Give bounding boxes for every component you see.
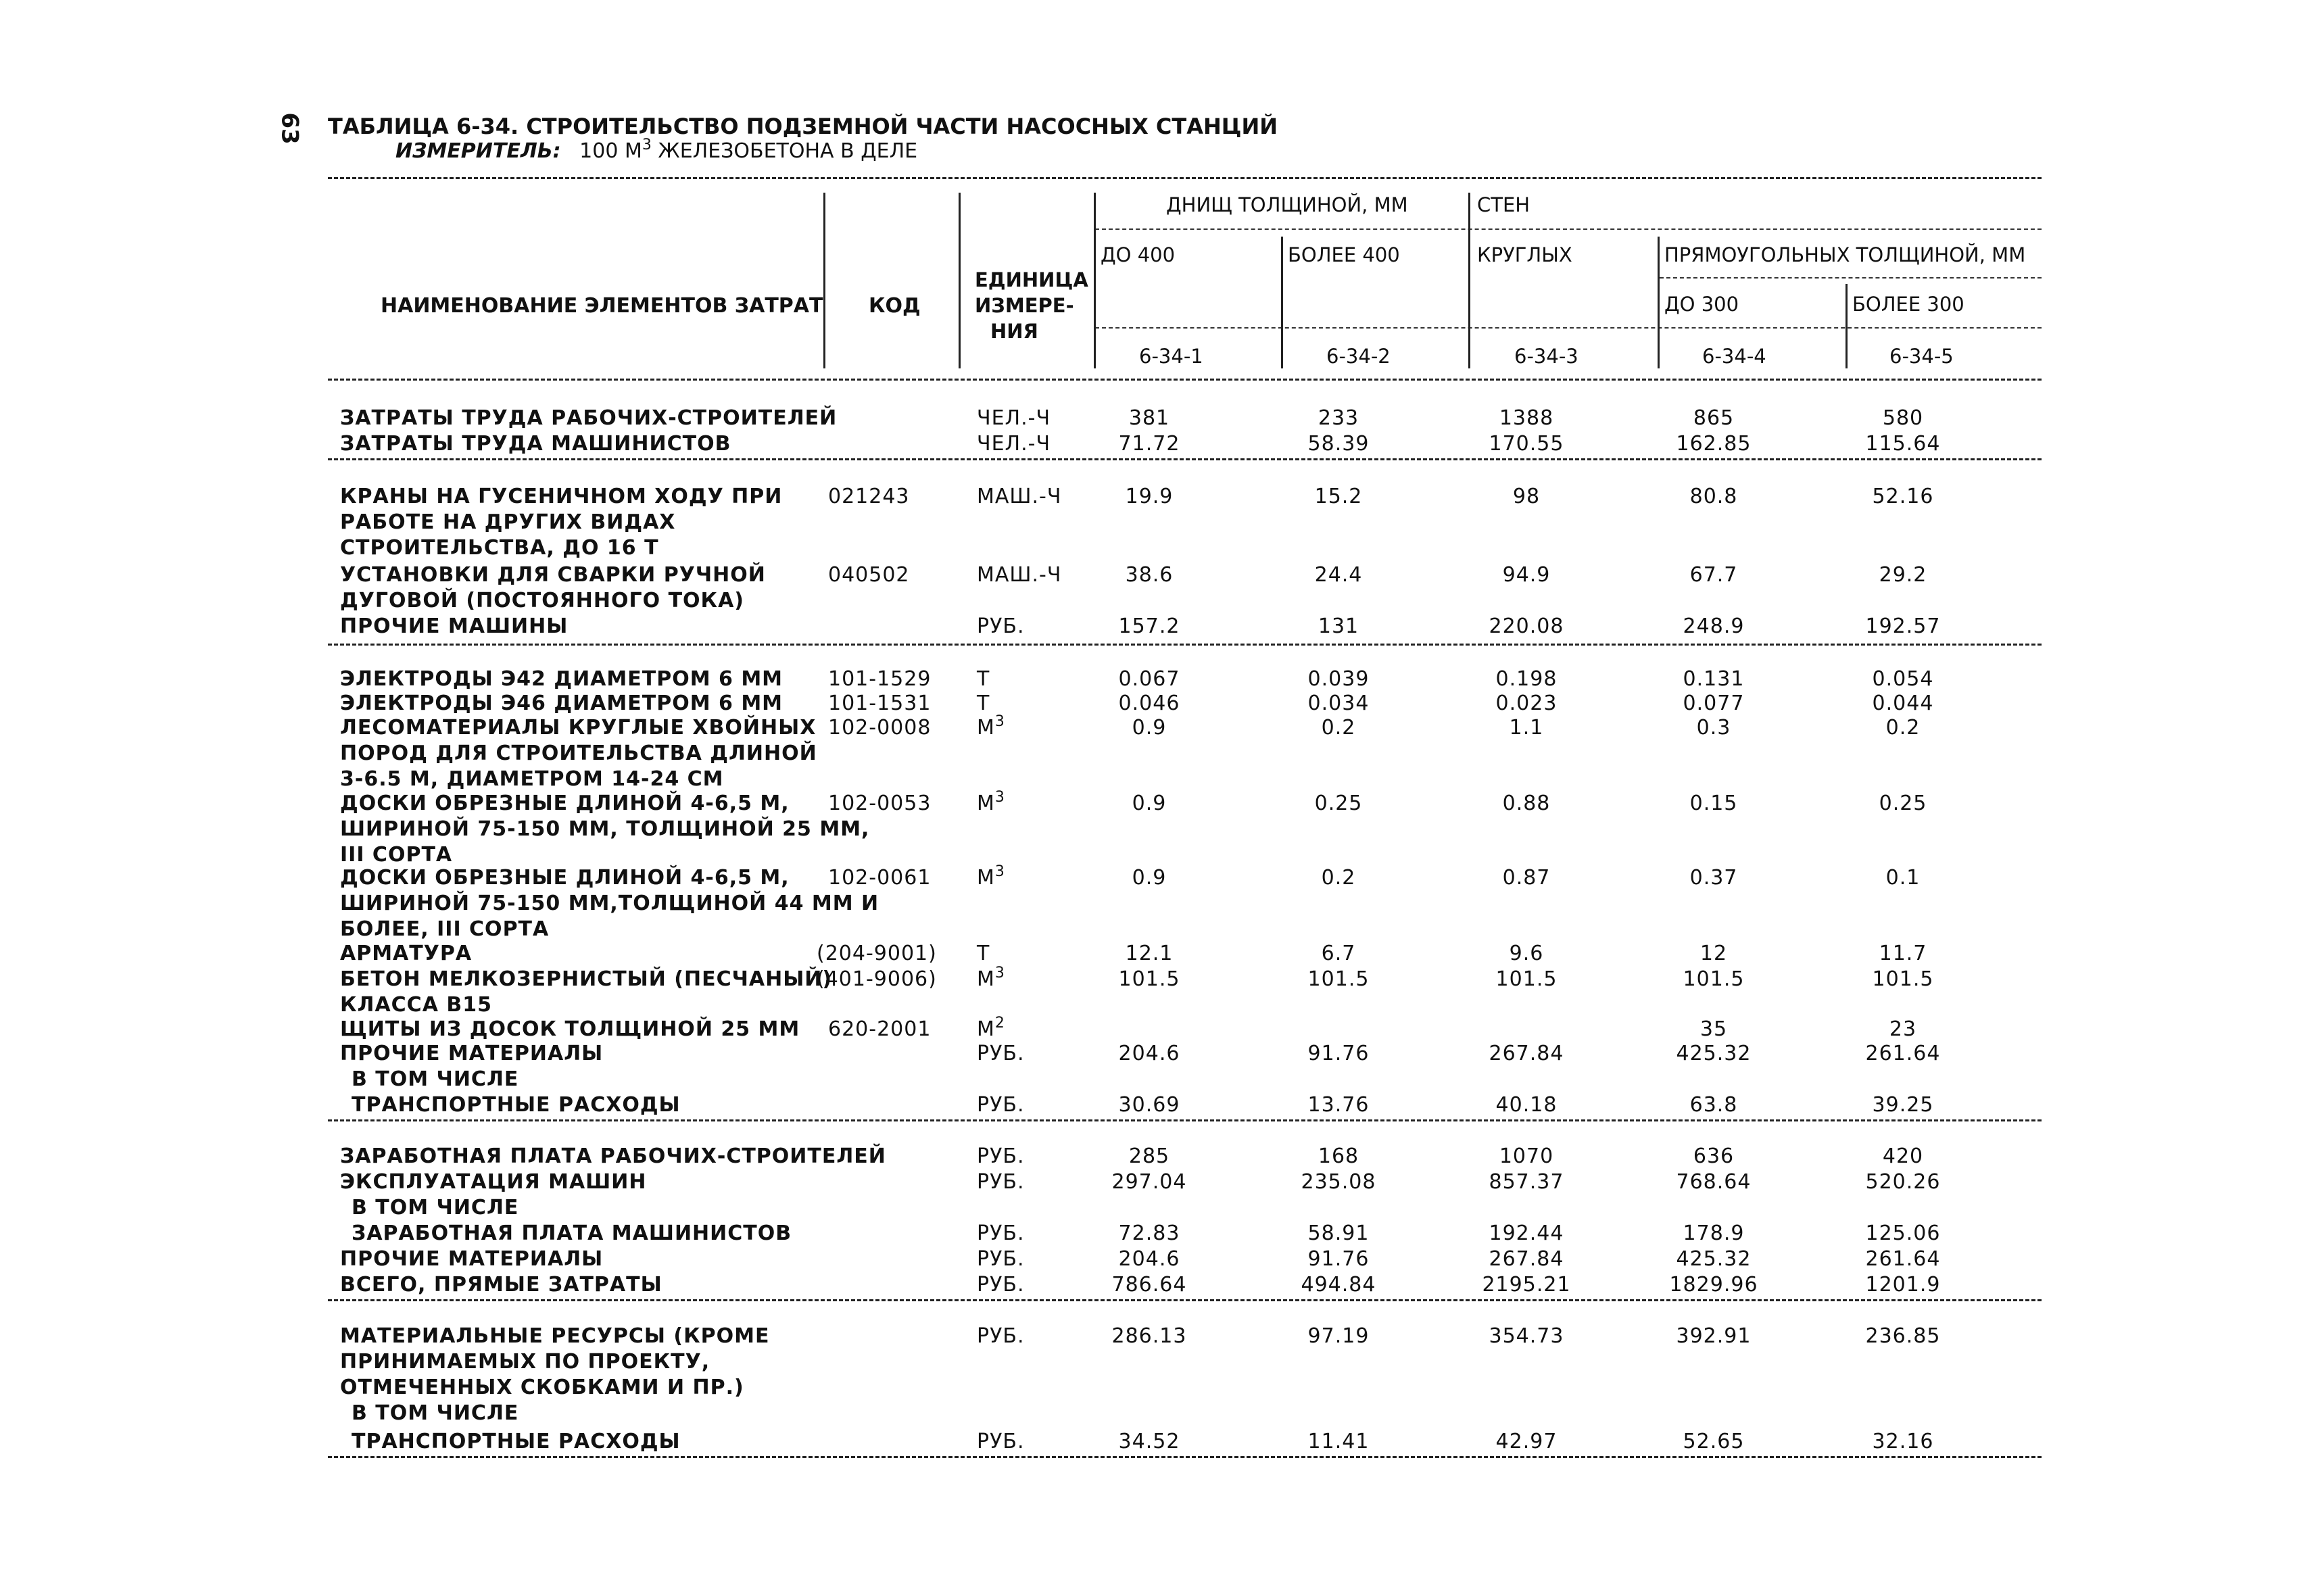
- row-value: 233: [1318, 406, 1359, 430]
- row-value: 0.87: [1502, 866, 1551, 890]
- rule-section-1: [328, 458, 2042, 460]
- row-unit: $М^3$: [977, 965, 1005, 991]
- row-value: 297.04: [1111, 1170, 1187, 1194]
- row-value: 857.37: [1489, 1170, 1564, 1194]
- row-code: 101-1529: [828, 667, 932, 691]
- row-value: 580: [1882, 406, 1924, 430]
- meter-label: ИЗМЕРИТЕЛЬ:: [395, 139, 561, 163]
- header-over400: БОЛЕЕ 400: [1288, 243, 1400, 266]
- row-unit: РУБ.: [977, 614, 1025, 638]
- row-unit-sup: 2: [994, 1015, 1005, 1032]
- row-name: ДОСКИ ОБРЕЗНЫЕ ДЛИНОЙ 4-6,5 М,: [340, 792, 790, 815]
- row-value: 0.9: [1132, 866, 1167, 890]
- row-unit: РУБ.: [977, 1144, 1025, 1168]
- row-unit: $М^3$: [977, 713, 1005, 740]
- row-value: 72.83: [1118, 1222, 1180, 1245]
- row-unit: МАШ.-Ч: [977, 563, 1062, 587]
- vbar-col4: [1658, 237, 1660, 368]
- row-value: 52.65: [1683, 1430, 1745, 1453]
- rule-section-4: [328, 1299, 2042, 1301]
- rule-section-2: [328, 644, 2042, 646]
- row-name: ПОРОД ДЛЯ СТРОИТЕЛЬСТВА ДЛИНОЙ: [340, 742, 817, 765]
- row-value: 0.15: [1689, 792, 1738, 815]
- row-value: 32.16: [1872, 1430, 1934, 1453]
- row-value: 192.44: [1489, 1222, 1564, 1245]
- row-value: 204.6: [1118, 1247, 1180, 1271]
- row-value: 285: [1128, 1144, 1170, 1168]
- row-value: 520.26: [1865, 1170, 1941, 1194]
- row-name: В ТОМ ЧИСЛЕ: [352, 1401, 519, 1425]
- row-value: 0.2: [1885, 716, 1921, 740]
- row-name: РАБОТЕ НА ДРУГИХ ВИДАХ: [340, 510, 676, 534]
- row-value: 0.198: [1495, 667, 1558, 691]
- row-name: В ТОМ ЧИСЛЕ: [352, 1067, 519, 1091]
- vbar-col2: [1281, 237, 1283, 368]
- row-value: 286.13: [1111, 1324, 1187, 1348]
- row-value: 58.39: [1307, 432, 1370, 456]
- row-name: ЩИТЫ ИЗ ДОСОК ТОЛЩИНОЙ 25 ММ: [340, 1017, 800, 1041]
- row-value: 494.84: [1301, 1273, 1376, 1297]
- row-name: ЭКСПЛУАТАЦИЯ МАШИН: [340, 1170, 647, 1194]
- row-code: 102-0008: [828, 716, 932, 740]
- row-value: 101.5: [1872, 967, 1934, 991]
- row-value: 157.2: [1118, 614, 1180, 638]
- meter-line: [395, 139, 917, 163]
- row-value: 101.5: [1495, 967, 1558, 991]
- row-unit: РУБ.: [977, 1042, 1025, 1065]
- meter-sup: 3: [642, 137, 652, 153]
- vbar-code: [823, 193, 825, 368]
- row-name: ПРОЧИЕ МАТЕРИАЛЫ: [340, 1247, 604, 1271]
- row-value: 1201.9: [1865, 1273, 1941, 1297]
- row-value: 35: [1699, 1017, 1728, 1041]
- row-value: 42.97: [1495, 1430, 1558, 1453]
- rule-bottom: [328, 1456, 2042, 1458]
- row-name: АРМАТУРА: [340, 942, 473, 965]
- header-upto400: ДО 400: [1101, 243, 1176, 266]
- row-value: 0.023: [1495, 692, 1558, 715]
- row-value: 0.039: [1307, 667, 1370, 691]
- row-value: 30.69: [1118, 1093, 1180, 1117]
- header-name: НАИМЕНОВАНИЕ ЭЛЕМЕНТОВ ЗАТРАТ: [381, 294, 823, 318]
- row-name: III СОРТА: [340, 843, 453, 867]
- header-code: КОД: [869, 294, 921, 318]
- header-walls: СТЕН: [1477, 193, 1530, 216]
- row-value: 235.08: [1301, 1170, 1376, 1194]
- row-value: 162.85: [1676, 432, 1752, 456]
- row-value: 381: [1128, 406, 1170, 430]
- row-name: ОТМЕЧЕННЫХ СКОБКАМИ И ПР.): [340, 1376, 744, 1399]
- row-value: 168: [1318, 1144, 1359, 1168]
- col-code-4: 6-34-4: [1702, 345, 1766, 368]
- rule-sub3: [1095, 327, 2042, 329]
- row-value: 40.18: [1495, 1093, 1558, 1117]
- row-value: 0.9: [1132, 716, 1167, 740]
- row-value: 261.64: [1865, 1042, 1941, 1065]
- row-value: 101.5: [1683, 967, 1745, 991]
- row-value: 6.7: [1321, 942, 1356, 965]
- row-value: 0.077: [1683, 692, 1745, 715]
- row-value: 248.9: [1683, 614, 1745, 638]
- row-value: 98: [1512, 485, 1541, 508]
- row-name: УСТАНОВКИ ДЛЯ СВАРКИ РУЧНОЙ: [340, 563, 766, 587]
- vbar-col3: [1468, 193, 1470, 368]
- page-number: 63: [276, 112, 304, 145]
- row-unit-sup: 3: [994, 789, 1005, 806]
- row-value: 786.64: [1111, 1273, 1187, 1297]
- row-value: 420: [1882, 1144, 1924, 1168]
- row-unit: МАШ.-Ч: [977, 485, 1062, 508]
- row-value: 192.57: [1865, 614, 1941, 638]
- row-value: 267.84: [1489, 1247, 1564, 1271]
- row-unit-sup: 3: [994, 863, 1005, 880]
- row-name: ЭЛЕКТРОДЫ Э42 ДИАМЕТРОМ 6 ММ: [340, 667, 783, 691]
- row-value: 392.91: [1676, 1324, 1752, 1348]
- row-code: 102-0053: [828, 792, 932, 815]
- row-value: 0.2: [1321, 866, 1356, 890]
- row-code: (204-9001): [817, 942, 937, 965]
- meter-value: 100 М: [579, 139, 642, 163]
- row-value: 0.131: [1683, 667, 1745, 691]
- row-unit: $М^3$: [977, 789, 1005, 815]
- row-value: 0.9: [1132, 792, 1167, 815]
- row-value: 0.1: [1885, 866, 1921, 890]
- row-name: ЗАРАБОТНАЯ ПЛАТА МАШИНИСТОВ: [352, 1222, 792, 1245]
- row-value: 13.76: [1307, 1093, 1370, 1117]
- col-code-1: 6-34-1: [1139, 345, 1203, 368]
- row-name: В ТОМ ЧИСЛЕ: [352, 1196, 519, 1219]
- row-value: 39.25: [1872, 1093, 1934, 1117]
- row-unit: ЧЕЛ.-Ч: [977, 432, 1051, 456]
- row-name: ТРАНСПОРТНЫЕ РАСХОДЫ: [352, 1430, 681, 1453]
- row-value: 1070: [1499, 1144, 1554, 1168]
- row-name: СТРОИТЕЛЬСТВА, ДО 16 Т: [340, 536, 659, 560]
- row-value: 58.91: [1307, 1222, 1370, 1245]
- row-value: 425.32: [1676, 1247, 1752, 1271]
- row-name: ТРАНСПОРТНЫЕ РАСХОДЫ: [352, 1093, 681, 1117]
- header-upto300: ДО 300: [1664, 293, 1739, 316]
- row-value: 0.034: [1307, 692, 1370, 715]
- row-value: 261.64: [1865, 1247, 1941, 1271]
- row-name: ШИРИНОЙ 75-150 ММ, ТОЛЩИНОЙ 25 ММ,: [340, 817, 870, 841]
- row-unit: РУБ.: [977, 1247, 1025, 1271]
- row-unit: Т: [977, 942, 990, 965]
- row-unit: Т: [977, 692, 990, 715]
- row-value: 97.19: [1307, 1324, 1370, 1348]
- row-unit-sup: 3: [994, 965, 1005, 982]
- row-value: 91.76: [1307, 1247, 1370, 1271]
- header-bottoms: ДНИЩ ТОЛЩИНОЙ, ММ: [1166, 193, 1408, 216]
- row-value: 12.1: [1125, 942, 1174, 965]
- row-value: 1.1: [1509, 716, 1544, 740]
- row-name: КЛАССА В15: [340, 993, 492, 1017]
- row-code: 102-0061: [828, 866, 932, 890]
- row-value: 34.52: [1118, 1430, 1180, 1453]
- row-code: 101-1531: [828, 692, 932, 715]
- row-value: 0.3: [1696, 716, 1731, 740]
- vbar-col1: [1094, 193, 1096, 368]
- row-value: 23: [1889, 1017, 1917, 1041]
- table-title: ТАБЛИЦА 6-34. СТРОИТЕЛЬСТВО ПОДЗЕМНОЙ ЧАСТИ НАСОСНЫХ СТАНЦИЙ: [328, 114, 1278, 139]
- row-name: ЭЛЕКТРОДЫ Э46 ДИАМЕТРОМ 6 ММ: [340, 692, 783, 715]
- row-unit: $М^3$: [977, 863, 1005, 890]
- row-name: ЗАТРАТЫ ТРУДА МАШИНИСТОВ: [340, 432, 731, 456]
- row-code: (401-9006): [817, 967, 937, 991]
- row-value: 354.73: [1489, 1324, 1564, 1348]
- rule-section-3: [328, 1119, 2042, 1121]
- row-unit: РУБ.: [977, 1430, 1025, 1453]
- row-name: ДУГОВОЙ (ПОСТОЯННОГО ТОКА): [340, 589, 744, 612]
- row-value: 11.41: [1307, 1430, 1370, 1453]
- row-name: МАТЕРИАЛЬНЫЕ РЕСУРСЫ (КРОМЕ: [340, 1324, 770, 1348]
- row-name: БОЛЕЕ, III СОРТА: [340, 917, 550, 941]
- row-value: 170.55: [1489, 432, 1564, 456]
- row-value: 178.9: [1683, 1222, 1745, 1245]
- row-unit: РУБ.: [977, 1273, 1025, 1297]
- row-value: 11.7: [1879, 942, 1927, 965]
- row-value: 24.4: [1314, 563, 1363, 587]
- header-over300: БОЛЕЕ 300: [1852, 293, 1964, 316]
- row-value: 636: [1693, 1144, 1735, 1168]
- row-value: 67.7: [1689, 563, 1738, 587]
- rule-header-bottom: [328, 379, 2042, 381]
- row-unit: $М^2$: [977, 1015, 1005, 1041]
- row-value: 1829.96: [1669, 1273, 1758, 1297]
- row-value: 0.2: [1321, 716, 1356, 740]
- row-value: 0.25: [1879, 792, 1927, 815]
- row-value: 267.84: [1489, 1042, 1564, 1065]
- vbar-unit: [959, 193, 961, 368]
- row-code: 021243: [828, 485, 910, 508]
- row-name: КРАНЫ НА ГУСЕНИЧНОМ ХОДУ ПРИ: [340, 485, 783, 508]
- row-unit: РУБ.: [977, 1222, 1025, 1245]
- row-value: 91.76: [1307, 1042, 1370, 1065]
- row-name: ШИРИНОЙ 75-150 ММ,ТОЛЩИНОЙ 44 ММ И: [340, 892, 879, 915]
- row-value: 0.044: [1872, 692, 1934, 715]
- vbar-col5: [1845, 284, 1848, 368]
- row-value: 2195.21: [1482, 1273, 1571, 1297]
- row-value: 236.85: [1865, 1324, 1941, 1348]
- row-name: ЗАТРАТЫ ТРУДА РАБОЧИХ-СТРОИТЕЛЕЙ: [340, 406, 838, 430]
- row-value: 19.9: [1125, 485, 1174, 508]
- row-name: ЛЕСОМАТЕРИАЛЫ КРУГЛЫЕ ХВОЙНЫХ: [340, 716, 817, 740]
- rule-top: [328, 177, 2042, 179]
- rule-sub2: [1660, 277, 2042, 279]
- rule-sub1: [1095, 228, 2042, 230]
- row-value: 38.6: [1125, 563, 1174, 587]
- row-name: ПРОЧИЕ МАТЕРИАЛЫ: [340, 1042, 604, 1065]
- row-unit: Т: [977, 667, 990, 691]
- row-value: 0.88: [1502, 792, 1551, 815]
- row-unit: РУБ.: [977, 1093, 1025, 1117]
- row-value: 0.046: [1118, 692, 1180, 715]
- row-name: ПРОЧИЕ МАШИНЫ: [340, 614, 569, 638]
- col-code-2: 6-34-2: [1326, 345, 1391, 368]
- row-code: 040502: [828, 563, 910, 587]
- row-value: 865: [1693, 406, 1735, 430]
- header-unit-2: ИЗМЕРЕ-: [975, 294, 1074, 317]
- row-unit: РУБ.: [977, 1324, 1025, 1348]
- row-value: 131: [1318, 614, 1359, 638]
- row-name: 3-6.5 М, ДИАМЕТРОМ 14-24 СМ: [340, 767, 724, 791]
- row-value: 71.72: [1118, 432, 1180, 456]
- row-value: 204.6: [1118, 1042, 1180, 1065]
- row-unit-sup: 3: [994, 713, 1005, 730]
- header-round: КРУГЛЫХ: [1477, 243, 1572, 266]
- row-value: 220.08: [1489, 614, 1564, 638]
- row-code: 620-2001: [828, 1017, 932, 1041]
- row-value: 15.2: [1314, 485, 1363, 508]
- row-value: 101.5: [1307, 967, 1370, 991]
- row-value: 80.8: [1689, 485, 1738, 508]
- row-name: ЗАРАБОТНАЯ ПЛАТА РАБОЧИХ-СТРОИТЕЛЕЙ: [340, 1144, 886, 1168]
- row-name: БЕТОН МЕЛКОЗЕРНИСТЫЙ (ПЕСЧАНЫЙ): [340, 967, 833, 991]
- row-value: 63.8: [1689, 1093, 1738, 1117]
- row-value: 1388: [1499, 406, 1554, 430]
- meter-rest: ЖЕЛЕЗОБЕТОНА В ДЕЛЕ: [651, 139, 918, 163]
- row-name: ДОСКИ ОБРЕЗНЫЕ ДЛИНОЙ 4-6,5 М,: [340, 866, 790, 890]
- header-rect: ПРЯМОУГОЛЬНЫХ ТОЛЩИНОЙ, ММ: [1664, 243, 2026, 266]
- row-name: ВСЕГО, ПРЯМЫЕ ЗАТРАТЫ: [340, 1273, 662, 1297]
- header-unit-1: ЕДИНИЦА: [975, 268, 1088, 291]
- row-name: ПРИНИМАЕМЫХ ПО ПРОЕКТУ,: [340, 1350, 710, 1374]
- row-value: 0.067: [1118, 667, 1180, 691]
- col-code-5: 6-34-5: [1889, 345, 1954, 368]
- col-code-3: 6-34-3: [1514, 345, 1578, 368]
- row-value: 94.9: [1502, 563, 1551, 587]
- row-value: 115.64: [1865, 432, 1941, 456]
- row-value: 52.16: [1872, 485, 1934, 508]
- row-value: 0.054: [1872, 667, 1934, 691]
- row-value: 12: [1699, 942, 1728, 965]
- row-value: 0.25: [1314, 792, 1363, 815]
- row-value: 29.2: [1879, 563, 1927, 587]
- row-value: 101.5: [1118, 967, 1180, 991]
- row-value: 768.64: [1676, 1170, 1752, 1194]
- row-value: 425.32: [1676, 1042, 1752, 1065]
- row-value: 0.37: [1689, 866, 1738, 890]
- row-value: 125.06: [1865, 1222, 1941, 1245]
- row-value: 9.6: [1509, 942, 1544, 965]
- row-unit: РУБ.: [977, 1170, 1025, 1194]
- row-unit: ЧЕЛ.-Ч: [977, 406, 1051, 430]
- header-unit-3: НИЯ: [990, 320, 1038, 343]
